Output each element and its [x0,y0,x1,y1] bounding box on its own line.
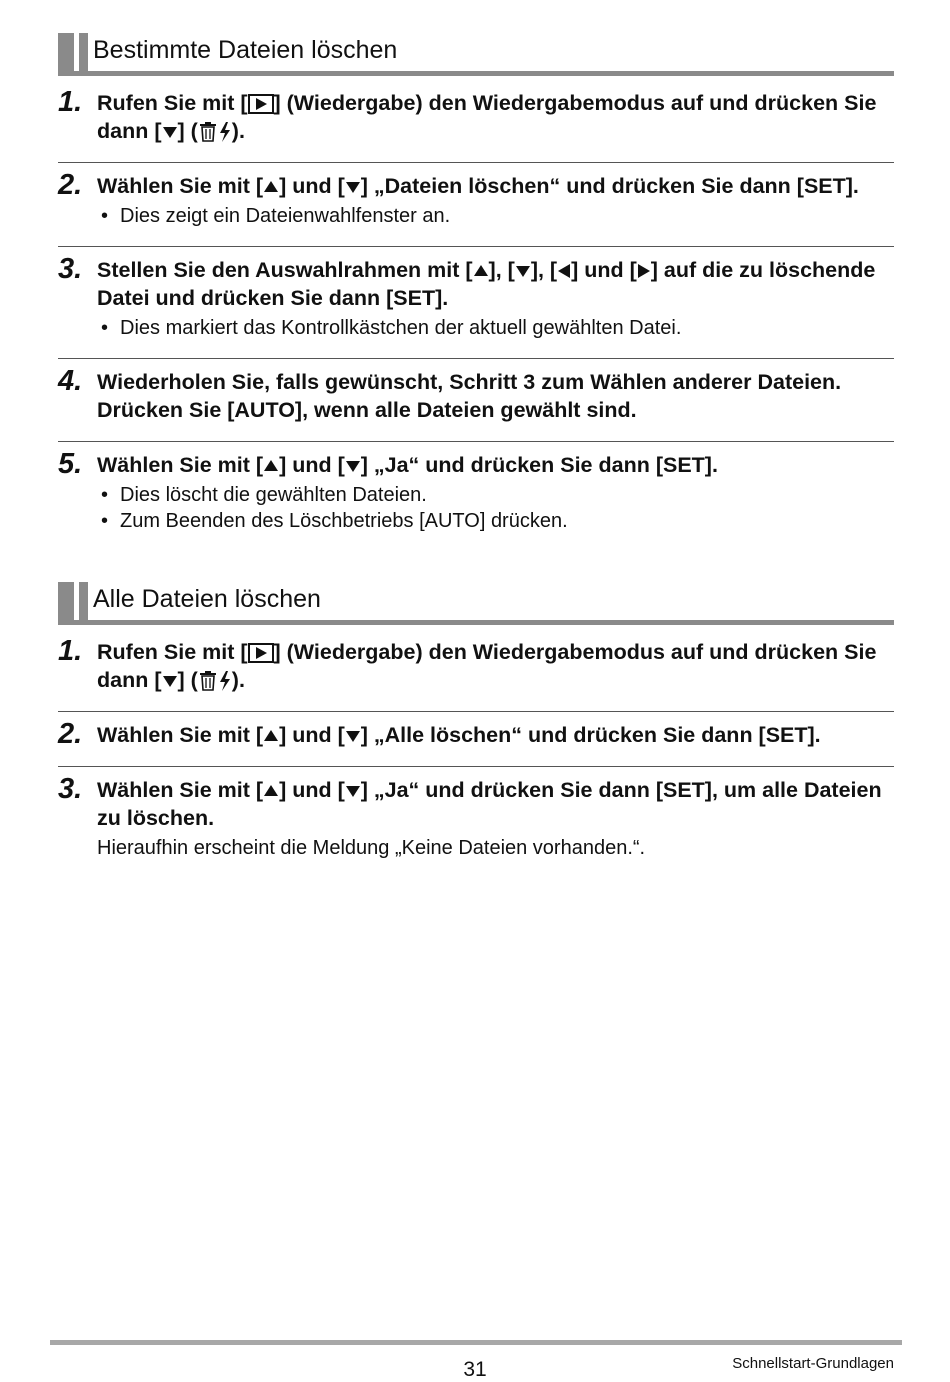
step-5 [58,448,894,534]
step-3 [58,773,894,861]
section-title: Alle Dateien löschen [93,585,321,613]
step-note: Hieraufhin erscheint die Meldung „Keine Dateien vorhanden.“. [97,837,646,859]
step-divider [58,246,894,247]
step-divider [58,441,894,442]
header-bar-decoration [79,582,88,620]
section-title: Bestimmte Dateien löschen [93,36,398,64]
step-number: 4. [58,365,83,397]
step-text: Wählen Sie mit [ ] und [ ] „Ja“ und drücken Sie dann [SET]. [97,453,718,477]
step-bullets [97,482,894,534]
step-number: 3. [58,773,83,805]
header-bar-decoration [79,33,88,71]
section-all-files [58,582,894,861]
bullet-item: • Dies löscht die gewählten Dateien. [97,482,894,508]
bullet-item: • Dies markiert das Kontrollkästchen der aktuell gewählten Datei. [97,315,894,341]
step-2 [58,718,894,750]
step-2 [58,169,894,229]
flash-icon [218,670,232,692]
step-number: 2. [58,169,83,201]
up-arrow-icon [263,180,279,194]
play-button-icon [248,94,274,114]
section-header [58,582,894,625]
right-arrow-icon [637,263,651,279]
header-bar-decoration [58,33,74,71]
down-arrow-icon [345,729,361,743]
down-arrow-icon [162,125,178,139]
play-button-icon [248,643,274,663]
step-number: 2. [58,718,83,750]
page-number: 31 [463,1358,487,1381]
section-specific-files [58,33,894,534]
up-arrow-icon [263,729,279,743]
step-4 [58,365,894,424]
step-bullets [97,315,894,341]
up-arrow-icon [263,459,279,473]
footer-section-label: Schnellstart-Grundlagen [732,1355,894,1372]
step-number: 3. [58,253,83,285]
footer-rule [50,1340,902,1345]
step-number: 1. [58,86,83,118]
step-1 [58,635,894,694]
down-arrow-icon [162,674,178,688]
down-arrow-icon [515,264,531,278]
step-1 [58,86,894,145]
section-header [58,33,894,76]
up-arrow-icon [263,784,279,798]
flash-icon [218,121,232,143]
down-arrow-icon [345,459,361,473]
step-text: Wählen Sie mit [ ] und [ ] „Dateien löschen“ und drücken Sie dann [SET]. [97,174,859,198]
trash-icon [198,670,218,692]
up-arrow-icon [473,264,489,278]
step-3 [58,253,894,341]
step-text: Wählen Sie mit [ ] und [ ] „Ja“ und drücken Sie dann [SET], um alle Dateien zu löschen. [97,778,882,830]
step-number: 1. [58,635,83,667]
step-text: Wählen Sie mit [ ] und [ ] „Alle löschen“ und drücken Sie dann [SET]. [97,723,821,747]
trash-icon [198,121,218,143]
step-divider [58,162,894,163]
down-arrow-icon [345,784,361,798]
step-text: Wiederholen Sie, falls gewünscht, Schritt 3 zum Wählen anderer Dateien. Drücken Sie [AUTO], wenn alle Dateien gewählt sind. [97,370,842,422]
step-divider [58,358,894,359]
left-arrow-icon [557,263,571,279]
down-arrow-icon [345,180,361,194]
step-number: 5. [58,448,83,480]
bullet-item: • Zum Beenden des Löschbetriebs [AUTO] drücken. [97,508,894,534]
step-divider [58,766,894,767]
step-divider [58,711,894,712]
bullet-item: • Dies zeigt ein Dateienwahlfenster an. [97,203,894,229]
header-bar-decoration [58,582,74,620]
step-bullets [97,203,894,229]
step-text: Rufen Sie mit [ ] (Wiedergabe) den Wiedergabemodus auf und drücken Sie dann [ ] ( ). [97,91,877,143]
step-text: Rufen Sie mit [ ] (Wiedergabe) den Wiedergabemodus auf und drücken Sie dann [ ] ( ). [97,640,877,692]
step-text: Stellen Sie den Auswahlrahmen mit [ ], [ ], [ ] und [ ] auf die zu löschende Datei und drücken Sie dann [SET]. [97,258,876,310]
